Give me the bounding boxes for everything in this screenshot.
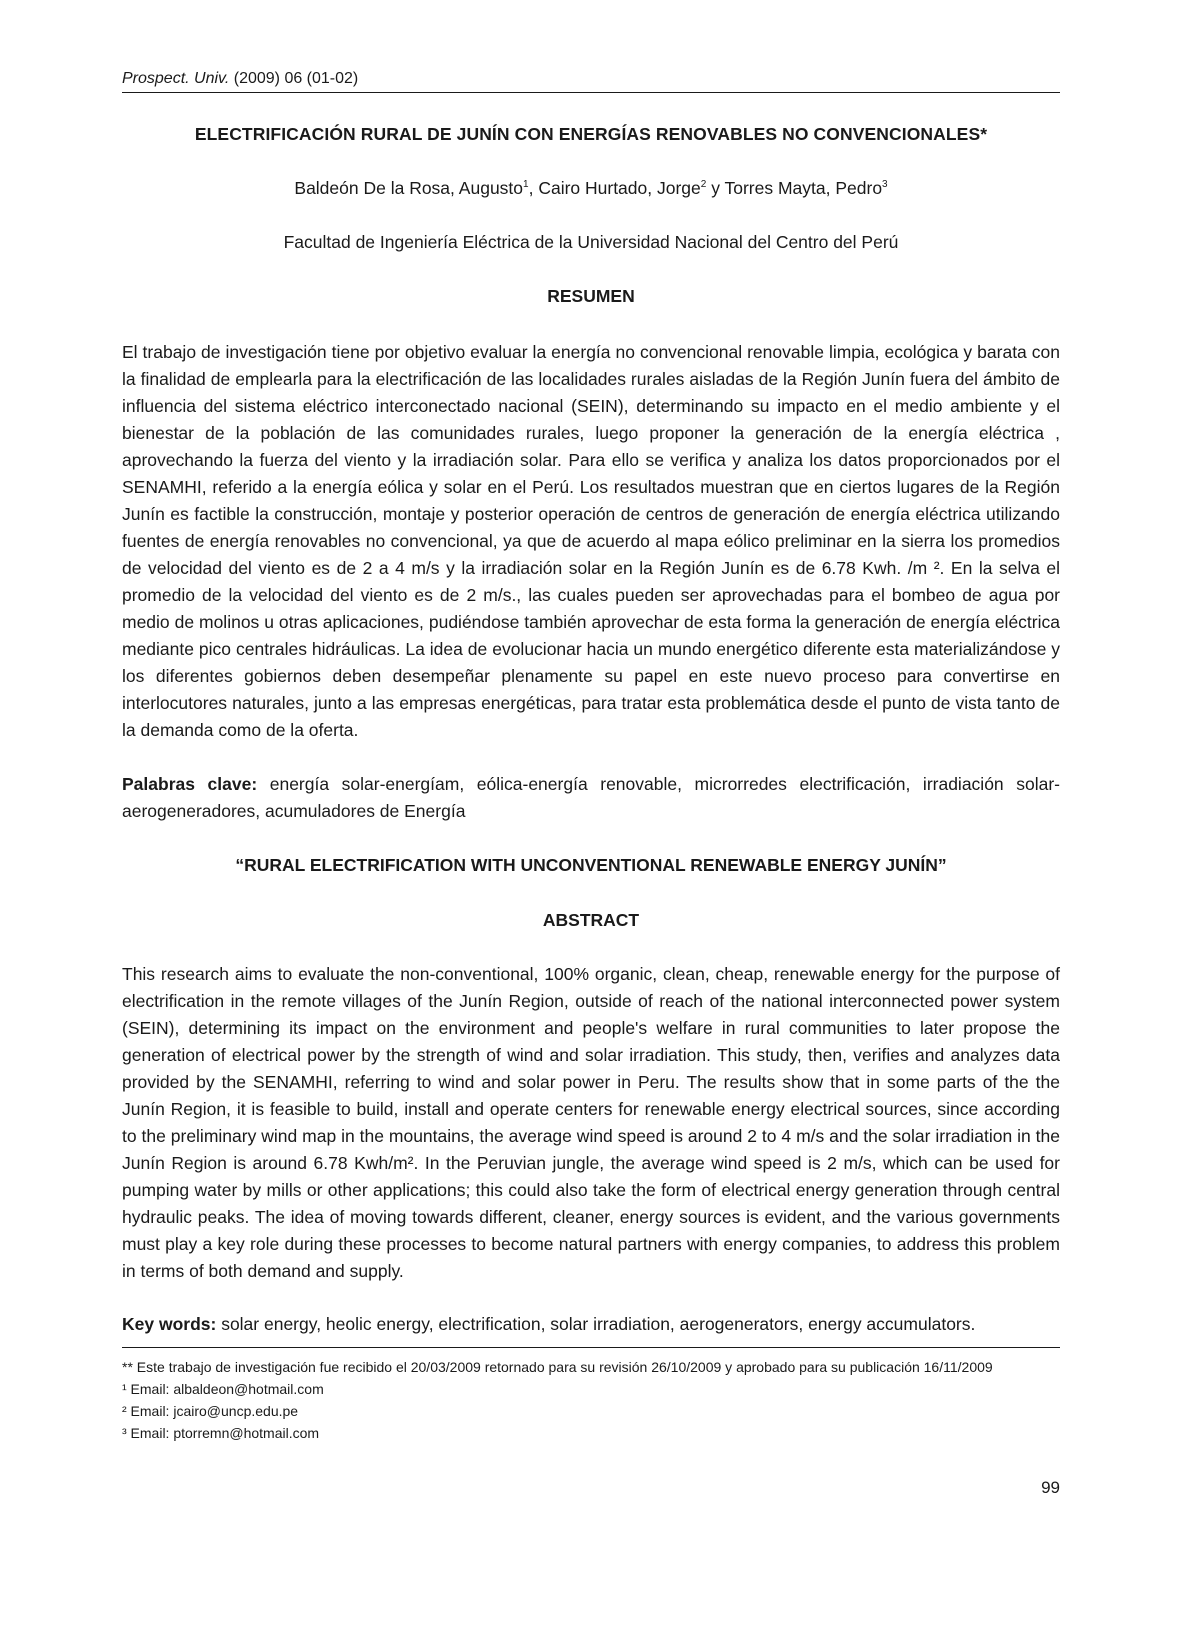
- footnotes: [122, 1347, 1060, 1444]
- author-2-mark: 2: [700, 179, 707, 191]
- key-words-text: solar energy, heolic energy, electrification, solar irradiation, aerogenerators, energy accumulators.: [216, 1314, 976, 1334]
- author-1: Baldeón De la Rosa, Augusto: [294, 178, 524, 198]
- resumen-heading: RESUMEN: [547, 286, 635, 306]
- journal-name: Prospect. Univ.: [122, 70, 230, 87]
- running-head: [122, 70, 1060, 93]
- footnote-email-3: ³ Email: ptorremn@hotmail.com: [122, 1425, 320, 1441]
- abstract-text: This research aims to evaluate the non-conventional, 100% organic, clean, cheap, renewable energy for the purpose of electrification in the remote villages of the Junín Region, outside of reach of the national interconnected power system (SEIN), determining its impact on the environment and people's welfare in rural communities to later propose the generation of electrical power by the strength of wind and solar irradiation. This study, then, verifies and analyzes data provided by the SENAMHI, referring to wind and solar power in Peru. The results show that in some parts of the the Junín Region, it is feasible to build, install and operate centers for renewable energy electrical sources, since according to the preliminary wind map in the mountains, the average wind speed is around 2 to 4 m/s and the solar irradiation in the Junín Region is around 6.78 Kwh/m². In the Peruvian jungle, the average wind speed is 2 m/s, which can be used for pumping water by mills or other applications; this could also take the form of electrical energy generation through central hydraulic peaks. The idea of moving towards different, cleaner, energy sources is evident, and the various governments must play a key role during these processes to become natural partners with energy companies, to address this problem in terms of both demand and supply.: [122, 964, 1060, 1281]
- footnote-email-2: ² Email: jcairo@uncp.edu.pe: [122, 1403, 299, 1419]
- footnote-received: ** Este trabajo de investigación fue recibido el 20/03/2009 retornado para su revisión 26/10/2009 y aprobado para su publicación 16/11/2009: [122, 1359, 993, 1375]
- author-3-mark: 3: [882, 179, 888, 191]
- abstract-heading: ABSTRACT: [542, 910, 640, 930]
- author-2: , Cairo Hurtado, Jorge: [528, 178, 701, 198]
- paper-title: ELECTRIFICACIÓN RURAL DE JUNÍN CON ENERGÍAS RENOVABLES NO CONVENCIONALES*: [194, 124, 988, 144]
- key-words: [122, 1311, 1060, 1338]
- resumen-text: El trabajo de investigación tiene por objetivo evaluar la energía no convencional renovable limpia, ecológica y barata con la finalidad de emplearla para la electrificación de las localidades rurales aisladas de la Región Junín fuera del ámbito de influencia del sistema eléctrico interconectado nacional (SEIN), determinando su impacto en el medio ambiente y el bienestar de la población de las comunidades rurales, luego proponer la generación de la energía eléctrica , aprovechando la fuerza del viento y la irradiación solar. Para ello se verifica y analiza los datos proporcionados por el SENAMHI, referido a la energía eólica y solar en el Perú. Los resultados muestran que en ciertos lugares de la Región Junín es factible la construcción, montaje y posterior operación de centros de generación de energía eléctrica utilizando fuentes de energía renovables no convencional, ya que de acuerdo al mapa eólico preliminar en la sierra los promedios de velocidad del viento es de 2 a 4 m/s y la irradiación solar en la Región Junín es de 6.78 Kwh. /m ². En la selva el promedio de la velocidad del viento es de 2 m/s., las cuales pueden ser aprovechadas para el bombeo de agua por medio de molinos u otras aplicaciones, pudiéndose también aprovechar de esta forma la generación de energía eléctrica mediante pico centrales hidráulicas. La idea de evolucionar hacia un mundo energético diferente esta materializándose y los diferentes gobiernos deben desempeñar plenamente su papel en este nuevo proceso para convertirse en interlocutores naturales, junto a las empresas energéticas, para tratar esta problemática desde el punto de vista tanto de la demanda como de la oferta.: [122, 342, 1060, 740]
- key-words-label: Key words:: [122, 1314, 217, 1334]
- author-1-mark: 1: [523, 179, 529, 191]
- palabras-clave: [122, 771, 1060, 825]
- footnote-email-1: ¹ Email: albaldeon@hotmail.com: [122, 1381, 324, 1397]
- english-title: “RURAL ELECTRIFICATION WITH UNCONVENTIONAL RENEWABLE ENERGY JUNÍN”: [235, 855, 947, 875]
- author-list: [122, 178, 1060, 199]
- affiliation: Facultad de Ingeniería Eléctrica de la Universidad Nacional del Centro del Perú: [283, 232, 899, 252]
- journal-issue: (2009) 06 (01-02): [229, 70, 359, 87]
- page-number: 99: [1041, 1478, 1060, 1497]
- author-3: y Torres Mayta, Pedro: [706, 178, 883, 198]
- palabras-clave-label: Palabras clave:: [122, 774, 258, 794]
- palabras-clave-text: energía solar-energíam, eólica-energía renovable, microrredes electrificación, irradiación solar-aerogeneradores, acumuladores de Energía: [122, 774, 1060, 821]
